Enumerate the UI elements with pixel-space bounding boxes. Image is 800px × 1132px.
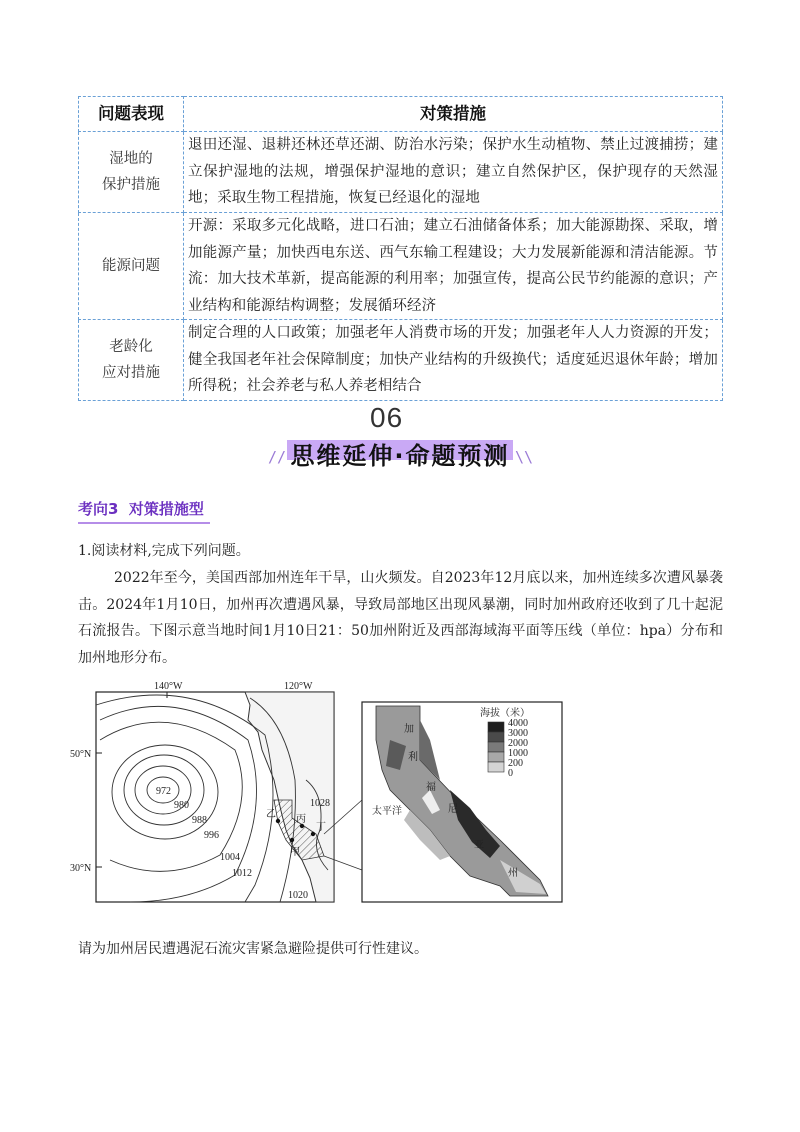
legend-value: 1000 xyxy=(508,748,528,759)
legend-value: 2000 xyxy=(508,738,528,749)
direction-heading: 考向3 对策措施型 xyxy=(78,500,204,518)
question-prompt: 请为加州居民遭遇泥石流灾害紧急避险提供可行性建议。 xyxy=(78,941,428,957)
issue-text: 能源问题 xyxy=(102,257,160,274)
state-char: 尼 xyxy=(448,804,458,815)
isobar-label: 1020 xyxy=(288,890,308,901)
place-label: 甲 xyxy=(290,847,300,858)
measures-cell: 制定合理的人口政策；加强老年人消费市场的开发；加强老年人人力资源的开发；健全我国老年社会保障制度；加快产业结构的升级换代；适度延迟退休年龄；增加所得税；社会养老与私人养老相结合 xyxy=(184,320,723,401)
legend-value: 3000 xyxy=(508,728,528,739)
state-char: 州 xyxy=(508,868,518,879)
place-label: 丙 xyxy=(296,814,306,825)
header-issue: 问题表现 xyxy=(79,97,184,132)
table-row xyxy=(79,213,723,320)
table-row xyxy=(79,132,723,213)
figure-maps xyxy=(70,680,590,916)
header-measures: 对策措施 xyxy=(184,97,723,132)
measures-cell: 退田还湿、退耕还林还草还湖、防治水污染；保护水生动植物、禁止过渡捕捞；建立保护湿地的法规，增强保护湿地的意识；建立自然保护区，保护现存的天然湿地；采取生物工程措施，恢复已经退化的湿地 xyxy=(184,132,723,213)
isobar-label: 1012 xyxy=(232,868,252,879)
legend-value: 0 xyxy=(508,768,513,779)
heading-underline xyxy=(78,522,210,524)
ocean-label: 太平洋 xyxy=(372,806,402,817)
issue-text: 湿地的 保护措施 xyxy=(102,150,160,193)
state-char: 利 xyxy=(408,752,418,763)
terrain-map xyxy=(362,702,562,902)
isobar-map xyxy=(70,681,362,902)
section-title: 思维延伸·命题预测 xyxy=(290,442,510,470)
state-char: 亚 xyxy=(474,840,484,851)
lat-label: 50°N xyxy=(70,749,92,760)
banner-decoration-right: \\ xyxy=(515,448,534,466)
place-label: 丁 xyxy=(316,822,326,833)
issue-cell xyxy=(79,132,184,213)
measures-table xyxy=(78,96,723,401)
isobar-label: 996 xyxy=(204,830,219,841)
issue-cell xyxy=(79,320,184,401)
measures-cell: 开源：采取多元化战略，进口石油；建立石油储备体系；加大能源勘探、采取，增加能源产量；加快西电东送、西气东输工程建设；大力发展新能源和清洁能源。节流：加大技术革新，提高能源的利用率；加强宣传，提高公民节约能源的意识；产业结构和能源结构调整；发展循环经济 xyxy=(184,213,723,320)
section-number: 06 xyxy=(370,402,404,433)
lat-label: 30°N xyxy=(70,863,92,874)
issue-text: 老龄化 应对措施 xyxy=(102,338,160,381)
isobar-label: 988 xyxy=(192,815,207,826)
issue-cell xyxy=(79,213,184,320)
state-char: 福 xyxy=(426,782,436,793)
isobar-label: 1004 xyxy=(220,852,240,863)
legend-value: 4000 xyxy=(508,718,528,729)
question-intro: 1.阅读材料,完成下列问题。 xyxy=(78,543,250,559)
table-row xyxy=(79,320,723,401)
lon-label: 120°W xyxy=(284,681,313,692)
banner-decoration-left: // xyxy=(268,448,287,466)
question-material: 2022年至今，美国西部加州连年干旱，山火频发。自2023年12月底以来，加州连续多次遭风暴袭击。2024年1月10日，加州再次遭遇风暴，导致局部地区出现风暴潮，同时加州政府还收到了几十起泥石流报告。下图示意当地时间1月10日21：50加州附近及西部海域海平面等压线（单位：hpa）分布和加州地形分布。 xyxy=(78,570,723,666)
isobar-label: 1028 xyxy=(310,798,330,809)
state-char: 加 xyxy=(404,724,414,735)
table-header-row xyxy=(79,97,723,132)
legend-title: 海拔（米） xyxy=(480,708,530,719)
place-label: 乙 xyxy=(266,809,276,820)
isobar-label: 980 xyxy=(174,800,189,811)
legend-value: 200 xyxy=(508,758,523,769)
lon-label: 140°W xyxy=(154,681,183,692)
elevation-legend xyxy=(488,722,504,772)
isobar-label: 972 xyxy=(156,786,171,797)
